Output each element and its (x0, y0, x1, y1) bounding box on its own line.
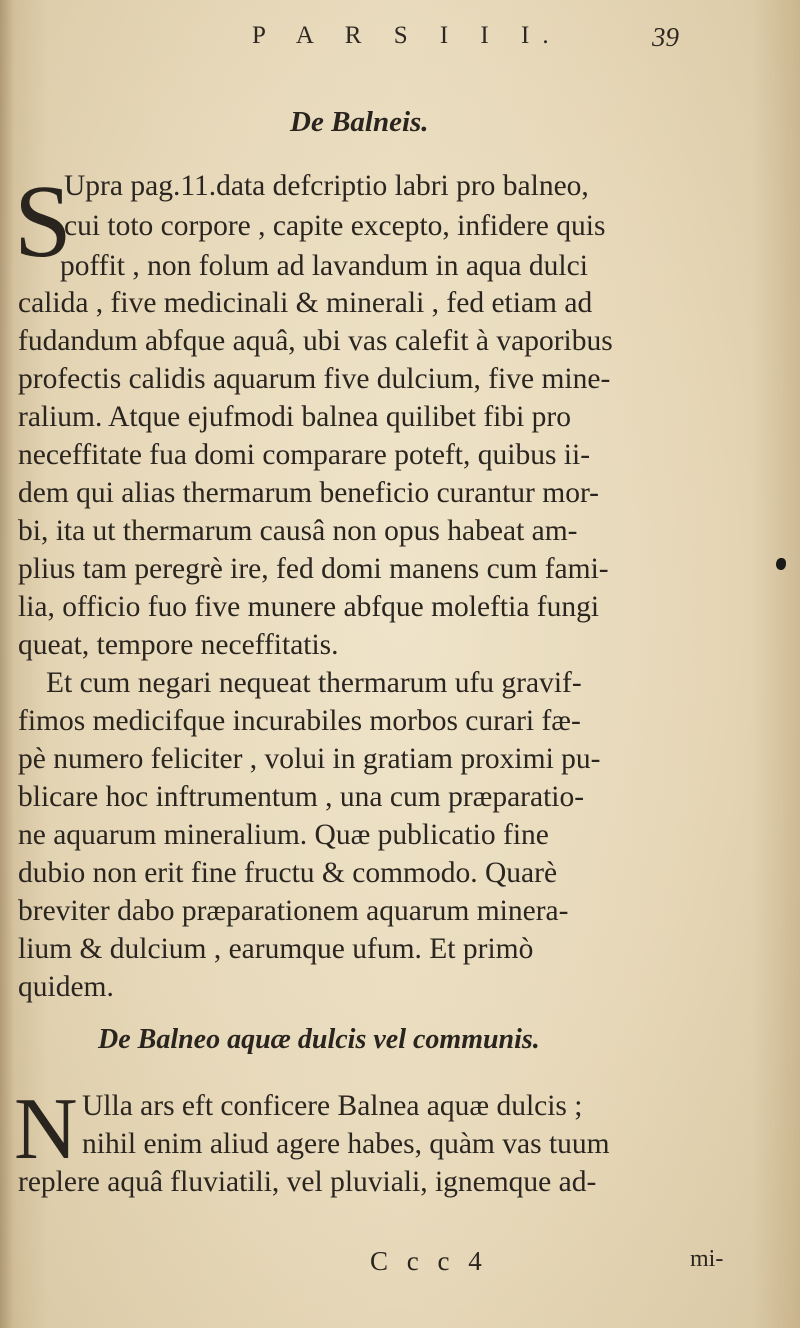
text-line: blicare hoc inftrumentum , una cum præparatio- (18, 781, 585, 813)
text-line: dubio non erit fine fructu & commodo. Quarè (18, 857, 558, 889)
text-line: poffit , non folum ad lavandum in aqua dulci (60, 250, 588, 282)
ink-speck (776, 558, 786, 570)
text-line: pè numero feliciter , volui in gratiam proximi pu- (18, 743, 601, 775)
spine-shadow (0, 0, 14, 1328)
text-line: fudandum abfque aquâ, ubi vas calefit à vaporibus (18, 325, 613, 357)
running-head: P A R S I I I. (252, 22, 562, 49)
text-line: replere aquâ fluviatili, vel pluviali, ignemque ad- (18, 1166, 597, 1198)
text-line: bi, ita ut thermarum causâ non opus habeat am- (18, 515, 578, 547)
text-line: profectis calidis aquarum five dulcium, five mine- (18, 363, 611, 395)
page-number: 39 (652, 22, 679, 52)
drop-capital-n: N (14, 1081, 78, 1178)
text-line: lium & dulcium , earumque ufum. Et primò (18, 933, 534, 965)
text-line: quidem. (18, 971, 114, 1003)
text-line: queat, tempore neceffitatis. (18, 629, 339, 661)
text-line: dem qui alias thermarum beneficio curantur mor- (18, 477, 599, 509)
text-line: fimos medicifque incurabiles morbos curari fæ- (18, 705, 581, 737)
text-line: nihil enim aliud agere habes, quàm vas tuum (82, 1128, 610, 1160)
drop-capital-s: S (14, 164, 72, 279)
text-line: ralium. Atque ejufmodi balnea quilibet fibi pro (18, 401, 571, 433)
text-line: ne aquarum mineralium. Quæ publicatio fine (18, 819, 549, 851)
text-line: lia, officio fuo five munere abfque moleftia fungi (18, 591, 600, 623)
text-line: Upra pag.11.data defcriptio labri pro balneo, (64, 170, 589, 202)
text-line: calida , five medicinali & minerali , fed etiam ad (18, 287, 593, 319)
text-line: Ulla ars eft conficere Balnea aquæ dulcis ; (82, 1090, 583, 1122)
signature-mark: C c c 4 (370, 1246, 488, 1276)
section-heading-de-balneis: De Balneis. (290, 106, 429, 138)
section-heading-de-balneo: De Balneo aquæ dulcis vel communis. (98, 1024, 540, 1055)
text-line: Et cum negari nequeat thermarum ufu gravif- (46, 667, 582, 699)
text-line: breviter dabo præparationem aquarum minera- (18, 895, 569, 927)
text-line: plius tam peregrè ire, fed domi manens cum fami- (18, 553, 609, 585)
catchword: mi- (690, 1246, 724, 1272)
text-line: neceffitate fua domi comparare poteft, quibus ii- (18, 439, 591, 471)
text-line: cui toto corpore , capite excepto, infidere quis (64, 210, 606, 242)
